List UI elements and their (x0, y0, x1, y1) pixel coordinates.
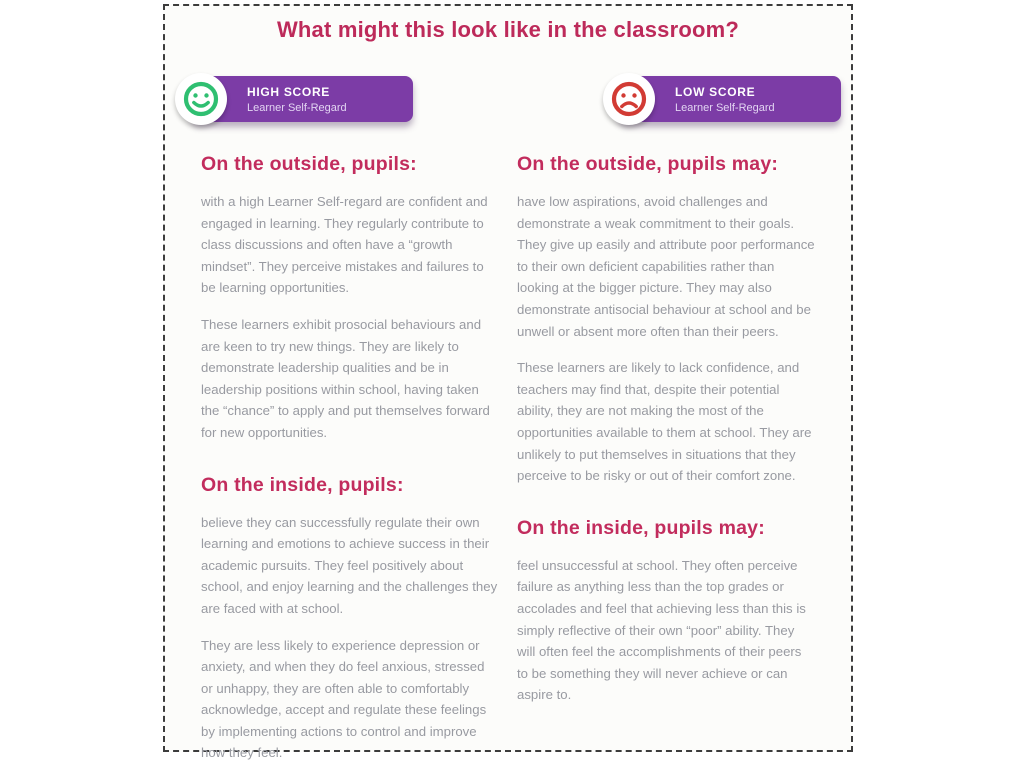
score-badges-row (165, 73, 851, 125)
classroom-infographic-sheet (163, 4, 853, 761)
body-paragraph: These learners are likely to lack confidence, and teachers may find that, despite their potential ability, they are not making the most of the opportunities available to them at school. They are unlikely to put themselves in situations that they perceive to be risky or out of their comfort zone. (517, 360, 812, 484)
sad-face-icon (603, 73, 655, 125)
low-score-sublabel: Learner Self-Regard (675, 101, 775, 114)
high-score-badge (175, 73, 415, 125)
low-score-badge (603, 73, 843, 125)
body-paragraph: have low aspirations, avoid challenges and demonstrate a weak commitment to their goals. They give up easily and attribute poor performance to their own deficient capabilities rather than looking at the bigger picture. They may also demonstrate antisocial behaviour at school and be unwell or absent more often than their peers. (517, 194, 815, 339)
low-inside-heading: On the inside, pupils may: (517, 516, 765, 539)
body-paragraph: believe they can successfully regulate their own learning and emotions to achieve success in their academic pursuits. They feel positively about school, and enjoy learning and the challenges they are faced with at school. (201, 514, 498, 616)
high-score-label: HIGH SCORE (247, 84, 331, 99)
body-paragraph: with a high Learner Self-regard are confident and engaged in learning. They regularly contribute to class discussions and often have a “growth mindset”. They perceive mistakes and failures to be learning opportunities. (201, 194, 488, 296)
page-title: What might this look like in the classroom? (276, 17, 740, 42)
high-score-sublabel: Learner Self-Regard (247, 101, 347, 114)
low-score-column (517, 141, 815, 761)
smiley-face-icon (175, 73, 227, 125)
low-outside-heading: On the outside, pupils may: (517, 153, 779, 175)
low-score-label: LOW SCORE (675, 84, 756, 99)
body-paragraph: These learners exhibit prosocial behaviours and are keen to try new things. They are likely to demonstrate leadership qualities and be in leadership positions within school, having taken the “chance” to apply and put themselves forward for new opportunities. (201, 316, 490, 440)
high-inside-heading: On the inside, pupils: (201, 473, 404, 496)
body-paragraph: They are less likely to experience depression or anxiety, and when they do feel anxious, stressed or unhappy, they are often able to comfortably acknowledge, accept and regulate these feelings by implementing actions to control and improve how they feel. (201, 637, 487, 761)
high-score-column (201, 141, 499, 761)
content-columns (165, 141, 851, 761)
high-outside-heading: On the outside, pupils: (201, 153, 417, 175)
body-paragraph: feel unsuccessful at school. They often perceive failure as anything less than the top grades or accolades and feel that achieving less than this is simply reflective of their own “poor” ability. They will often feel the accomplishments of their peers to be something they will never achieve or can aspire to. (517, 557, 806, 703)
